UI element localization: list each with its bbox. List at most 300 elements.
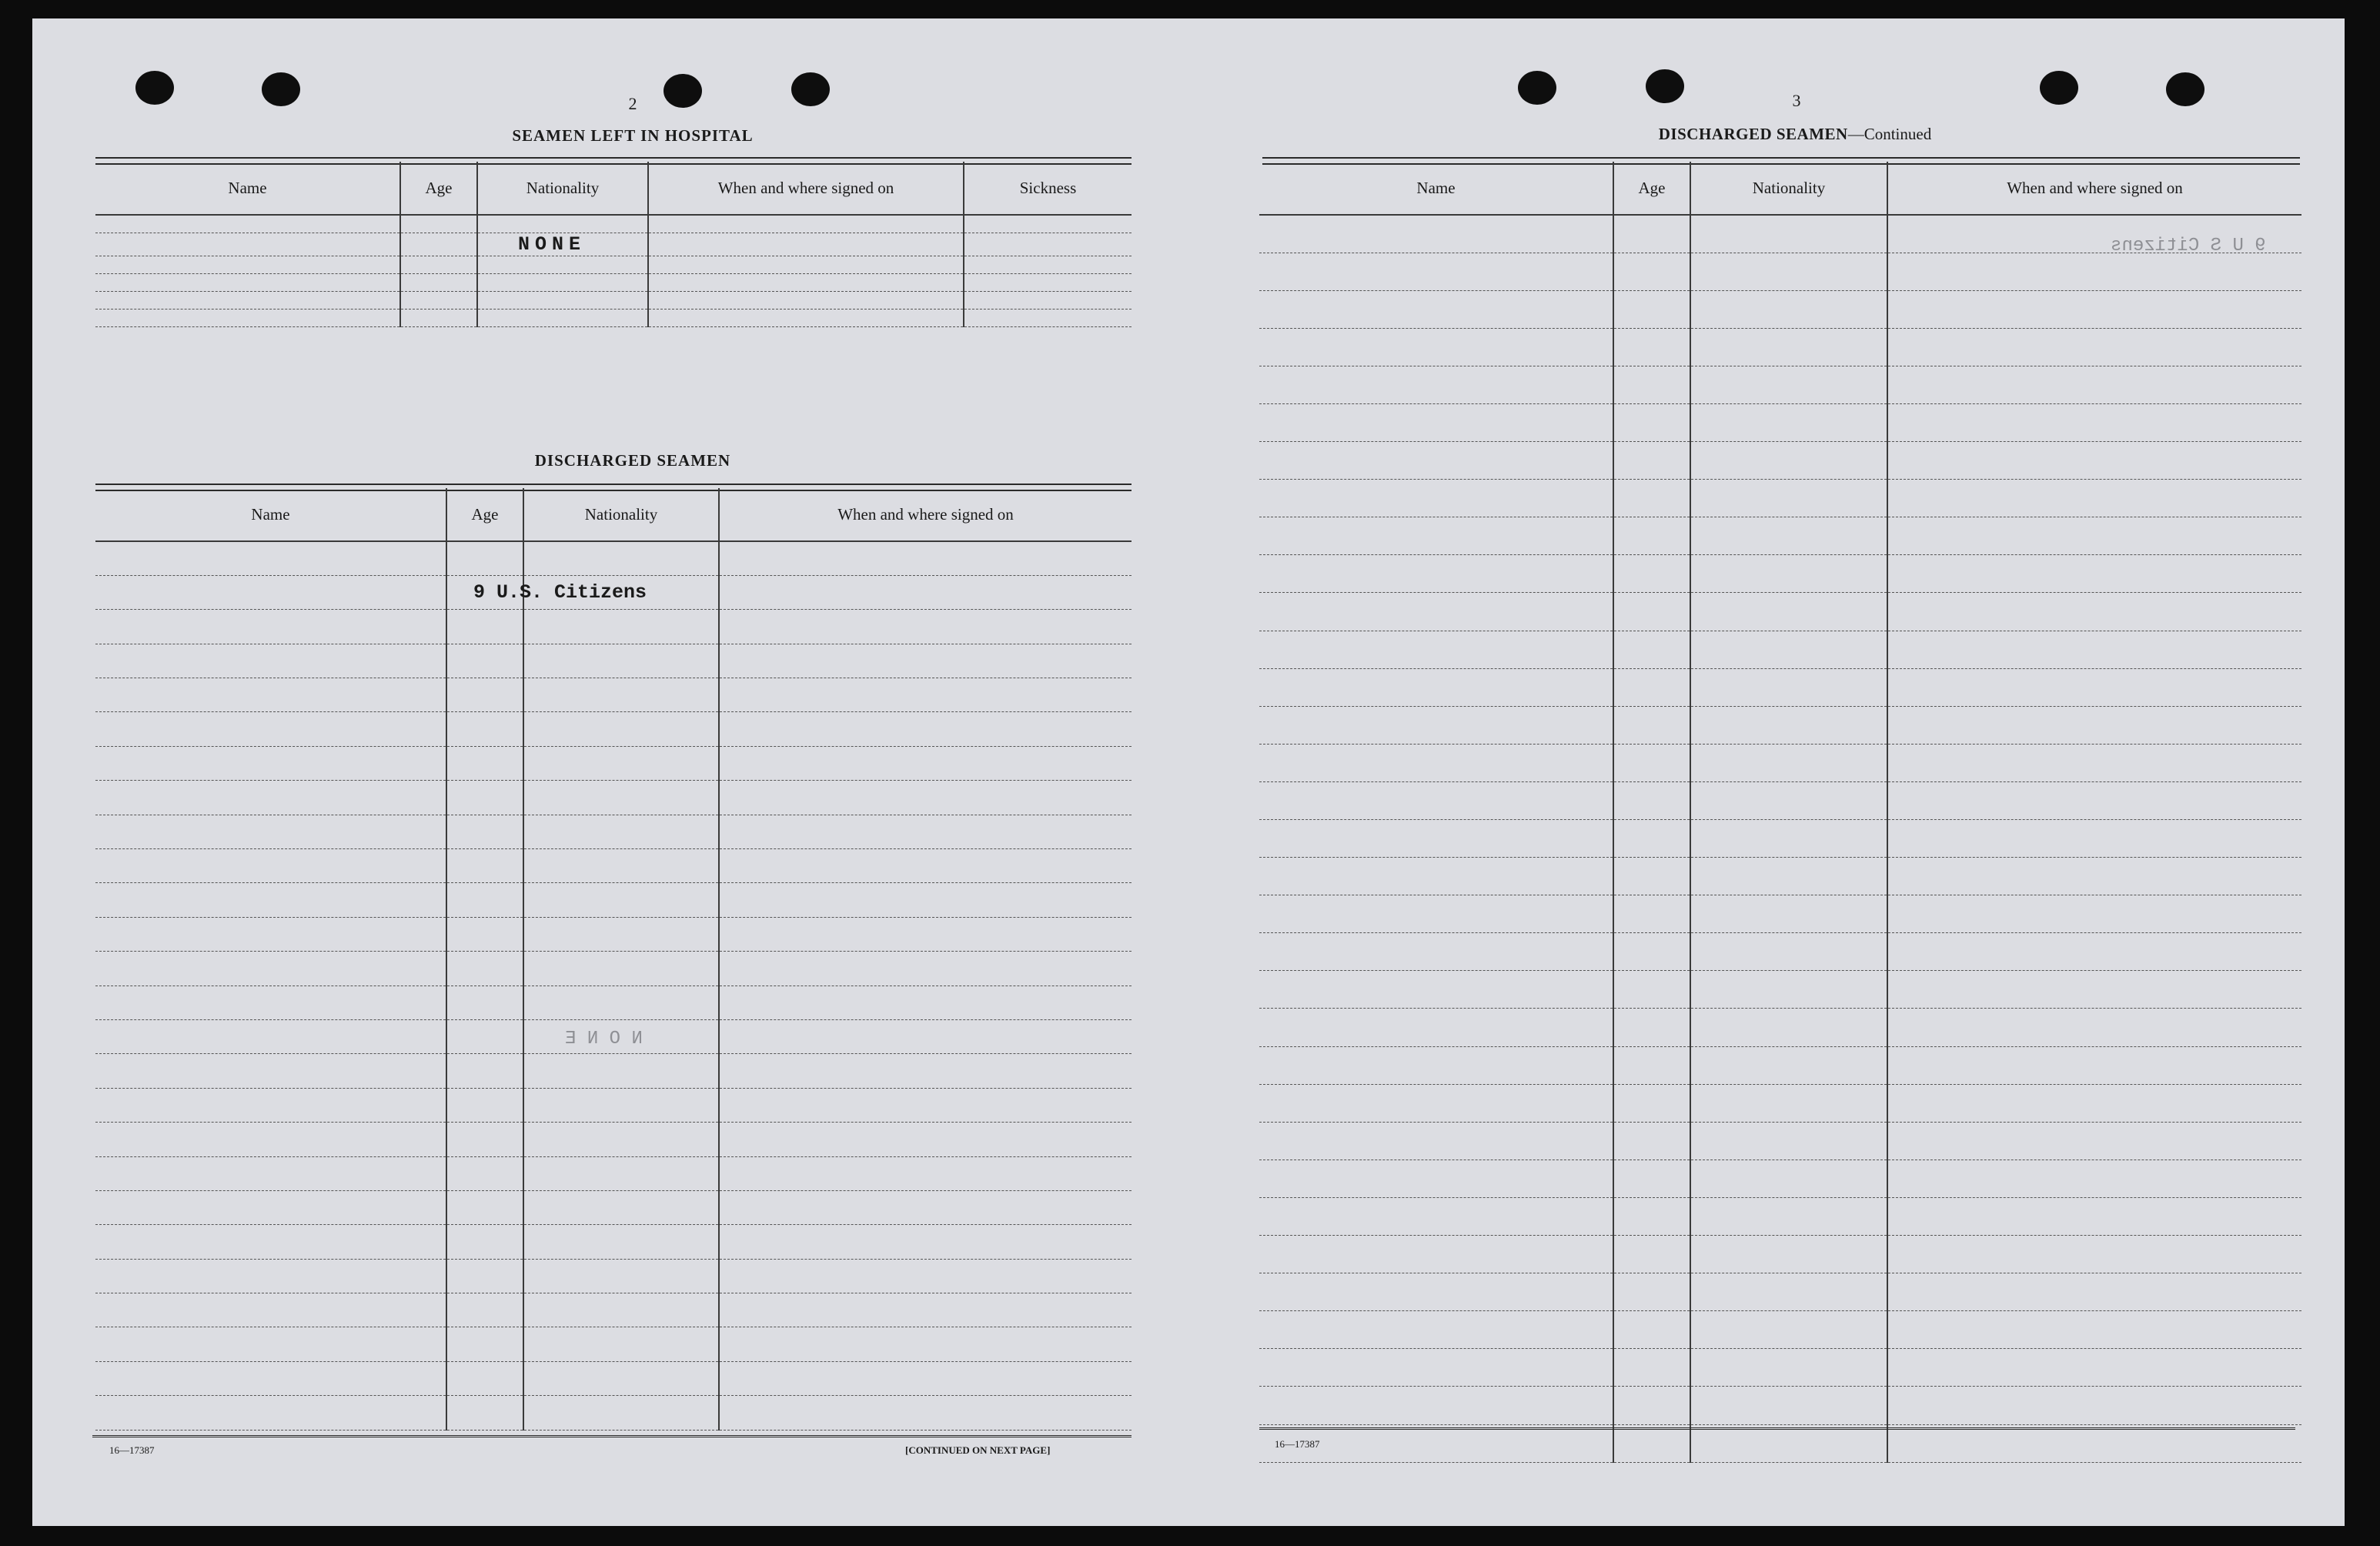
table-cell: [446, 1019, 523, 1053]
table-cell: [1887, 253, 2301, 290]
page-number-right: 3: [1792, 91, 1801, 110]
punch-hole: [1646, 69, 1684, 103]
table-cell: [1887, 1273, 2301, 1311]
table-cell: [719, 746, 1132, 780]
table-row: [95, 1123, 1132, 1156]
table-cell: [95, 917, 446, 951]
table-cell: [523, 746, 719, 780]
table-cell: [523, 952, 719, 985]
col-header-age: Age: [446, 488, 523, 541]
table-cell: [446, 985, 523, 1019]
table-cell: [1690, 555, 1887, 593]
table-cell: [95, 746, 446, 780]
table-cell: [719, 1054, 1132, 1088]
table-row: [95, 1327, 1132, 1361]
table-cell: [446, 1156, 523, 1190]
table-row: [95, 849, 1132, 883]
table-cell: [719, 1019, 1132, 1053]
table-cell: [446, 917, 523, 951]
table-cell: [95, 1190, 446, 1224]
table-row: [95, 541, 1132, 575]
table-cell: [1887, 290, 2301, 328]
table-row: [1259, 971, 2301, 1009]
table-row: [95, 1361, 1132, 1395]
right-bottom-rule: [1259, 1427, 2295, 1430]
table-cell: [719, 781, 1132, 815]
table-cell: [1613, 1387, 1690, 1424]
hospital-table: [95, 162, 1132, 327]
table-row: [95, 309, 1132, 326]
table-cell: [1259, 858, 1613, 895]
table-cell: [1690, 1273, 1887, 1311]
table-cell: [446, 1259, 523, 1293]
table-cell: [1887, 1424, 2301, 1462]
table-cell: [400, 273, 477, 291]
table-row: [1259, 706, 2301, 744]
table-row: [1259, 366, 2301, 403]
table-cell: [1887, 820, 2301, 858]
table-cell: [1613, 442, 1690, 480]
discharged-continued-main: DISCHARGED SEAMEN: [1658, 125, 1848, 143]
table-cell: [1613, 1236, 1690, 1273]
form-number-left: 16—17387: [109, 1444, 155, 1456]
table-cell: [95, 1088, 446, 1122]
table-cell: [95, 256, 400, 273]
bleed-through-text: 9 U S Citizens: [2111, 236, 2266, 256]
table-cell: [1259, 403, 1613, 441]
table-cell: [523, 1396, 719, 1430]
table-cell: [477, 309, 648, 326]
table-cell: [1690, 1349, 1887, 1387]
table-cell: [1690, 631, 1887, 668]
table-cell: [1259, 781, 1613, 819]
table-row: [95, 746, 1132, 780]
table-cell: [719, 1190, 1132, 1224]
table-cell: [719, 610, 1132, 644]
col-header-signed-on: When and where signed on: [1887, 162, 2301, 215]
table-cell: [1887, 1009, 2301, 1046]
table-row: [95, 883, 1132, 917]
continued-note: [CONTINUED ON NEXT PAGE]: [905, 1444, 1051, 1456]
table-cell: [1613, 631, 1690, 668]
table-cell: [523, 1259, 719, 1293]
table-row: [95, 1396, 1132, 1430]
table-cell: [95, 712, 446, 746]
table-cell: [719, 1259, 1132, 1293]
table-cell: [523, 1327, 719, 1361]
table-cell: [1690, 215, 1887, 253]
hospital-entry-none: NONE: [518, 233, 587, 256]
table-cell: [1887, 781, 2301, 819]
table-cell: [1259, 1387, 1613, 1424]
table-cell: [95, 883, 446, 917]
table-row: [1259, 1311, 2301, 1349]
table-cell: [95, 215, 400, 233]
table-cell: [1613, 1046, 1690, 1084]
table-row: [95, 273, 1132, 291]
table-row: [1259, 933, 2301, 971]
table-cell: [446, 1396, 523, 1430]
table-row: [95, 1293, 1132, 1327]
table-cell: [446, 575, 647, 609]
table-cell: [95, 1225, 446, 1259]
table-cell: [95, 541, 446, 575]
hospital-table-header: [95, 162, 1132, 215]
table-cell: [1690, 1236, 1887, 1273]
table-cell: [95, 815, 446, 848]
table-row: [1259, 744, 2301, 781]
table-row: [1259, 1197, 2301, 1235]
table-row: [1259, 517, 2301, 555]
table-cell: [1613, 1311, 1690, 1349]
table-cell: [1613, 366, 1690, 403]
table-row: [1259, 328, 2301, 366]
table-row: [1259, 480, 2301, 517]
discharged-table-left: [95, 488, 1132, 1431]
table-cell: [1259, 517, 1613, 555]
table-cell: [1887, 328, 2301, 366]
table-cell: [95, 678, 446, 712]
hospital-section-title: SEAMEN LEFT IN HOSPITAL: [512, 126, 754, 145]
table-cell: [95, 1259, 446, 1293]
discharged-entry-citizens: 9 U.S. Citizens: [473, 581, 647, 604]
table-row: [95, 610, 1132, 644]
col-header-age: Age: [1613, 162, 1690, 215]
table-cell: [964, 309, 1132, 326]
table-cell: [477, 291, 648, 309]
table-row: [95, 291, 1132, 309]
discharged-table-header: [95, 488, 1132, 541]
table-cell: [719, 1396, 1132, 1430]
table-cell: [477, 233, 648, 256]
table-cell: [719, 1361, 1132, 1395]
table-cell: [523, 883, 719, 917]
table-cell: [95, 849, 446, 883]
table-cell: [1259, 328, 1613, 366]
table-cell: [1259, 631, 1613, 668]
table-cell: [523, 1225, 719, 1259]
table-cell: [523, 1190, 719, 1224]
table-row: [95, 952, 1132, 985]
table-cell: [400, 309, 477, 326]
table-cell: [1259, 290, 1613, 328]
table-cell: [1690, 1424, 1887, 1462]
table-cell: [1613, 668, 1690, 706]
table-cell: [446, 781, 523, 815]
table-cell: [1887, 706, 2301, 744]
table-cell: [1690, 706, 1887, 744]
table-cell: [1690, 858, 1887, 895]
table-cell: [446, 1327, 523, 1361]
table-cell: [1259, 1160, 1613, 1197]
table-cell: [95, 575, 446, 609]
table-cell: [523, 781, 719, 815]
table-cell: [95, 1054, 446, 1088]
table-cell: [648, 215, 964, 233]
table-cell: [1690, 895, 1887, 933]
table-cell: [1613, 1273, 1690, 1311]
table-cell: [446, 883, 523, 917]
table-cell: [719, 985, 1132, 1019]
col-header-nationality: Nationality: [477, 162, 648, 215]
col-header-nationality: Nationality: [1690, 162, 1887, 215]
table-row: [1259, 1122, 2301, 1160]
table-cell: [1887, 744, 2301, 781]
table-cell: [719, 1293, 1132, 1327]
punch-hole: [791, 72, 830, 106]
table-cell: [400, 291, 477, 309]
table-cell: [523, 541, 719, 575]
table-cell: [1613, 933, 1690, 971]
col-header-sickness: Sickness: [964, 162, 1132, 215]
table-cell: [648, 309, 964, 326]
table-row: [95, 644, 1132, 678]
table-cell: [1259, 1009, 1613, 1046]
table-cell: [1887, 1349, 2301, 1387]
document-sheet: [32, 18, 2345, 1526]
table-cell: [523, 1088, 719, 1122]
table-cell: [446, 644, 523, 678]
table-cell: [95, 1019, 446, 1053]
table-cell: [1690, 517, 1887, 555]
table-row: [95, 712, 1132, 746]
table-cell: [400, 215, 477, 233]
table-cell: [1887, 1197, 2301, 1235]
table-cell: [523, 1123, 719, 1156]
table-cell: [1613, 744, 1690, 781]
table-cell: [719, 1088, 1132, 1122]
table-row: [1259, 1424, 2301, 1462]
discharged-continued-header: [1259, 162, 2301, 215]
table-cell: [1613, 328, 1690, 366]
table-row: [1259, 403, 2301, 441]
table-row: [1259, 1349, 2301, 1387]
table-cell: [1887, 1160, 2301, 1197]
table-cell: [523, 1361, 719, 1395]
col-header-signed-on: When and where signed on: [648, 162, 964, 215]
table-cell: [95, 952, 446, 985]
col-header-nationality: Nationality: [523, 488, 719, 541]
table-row: [95, 1259, 1132, 1293]
table-cell: [1887, 631, 2301, 668]
table-cell: [446, 1054, 523, 1088]
table-row: [1259, 1273, 2301, 1311]
punch-hole: [2166, 72, 2205, 106]
table-cell: [95, 233, 400, 256]
table-cell: [1259, 668, 1613, 706]
table-row: [1259, 555, 2301, 593]
table-cell: [1887, 971, 2301, 1009]
table-row: [1259, 1046, 2301, 1084]
table-cell: [1259, 253, 1613, 290]
table-cell: [719, 917, 1132, 951]
table-cell: [1259, 1311, 1613, 1349]
table-cell: [446, 1361, 523, 1395]
table-cell: [1259, 215, 1613, 253]
table-cell: [446, 815, 523, 848]
discharged-table-right: [1259, 162, 2301, 1463]
table-row: [1259, 1236, 2301, 1273]
table-cell: [1259, 1046, 1613, 1084]
table-row: [1259, 1387, 2301, 1424]
table-cell: [446, 541, 523, 575]
table-cell: [719, 815, 1132, 848]
table-cell: [1613, 858, 1690, 895]
table-cell: [1613, 555, 1690, 593]
table-cell: [719, 712, 1132, 746]
table-cell: [523, 1293, 719, 1327]
table-cell: [1690, 1387, 1887, 1424]
table-cell: [1259, 1197, 1613, 1235]
table-cell: [1613, 517, 1690, 555]
table-cell: [400, 233, 477, 256]
bleed-through-text: N O N E: [565, 1029, 643, 1049]
table-row: [95, 1225, 1132, 1259]
table-cell: [400, 256, 477, 273]
table-cell: [95, 985, 446, 1019]
table-cell: [719, 952, 1132, 985]
table-cell: [523, 985, 719, 1019]
table-cell: [95, 1396, 446, 1430]
table-cell: [1613, 593, 1690, 631]
table-cell: [95, 1327, 446, 1361]
table-cell: [1259, 971, 1613, 1009]
table-cell: [964, 233, 1132, 256]
continued-suffix: —Continued: [1847, 125, 1932, 143]
table-cell: [1259, 820, 1613, 858]
table-cell: [1690, 1084, 1887, 1122]
table-row: [1259, 858, 2301, 895]
punch-hole: [135, 71, 174, 105]
table-row: [95, 1088, 1132, 1122]
table-cell: [95, 610, 446, 644]
table-cell: [719, 644, 1132, 678]
discharged-continued-title: [1541, 125, 2049, 144]
table-cell: [1690, 971, 1887, 1009]
table-cell: [1887, 1046, 2301, 1084]
table-row: [95, 1054, 1132, 1088]
table-row: [95, 917, 1132, 951]
table-row: [95, 575, 1132, 609]
table-cell: [1887, 895, 2301, 933]
table-cell: [1259, 442, 1613, 480]
col-header-signed-on: When and where signed on: [719, 488, 1132, 541]
punch-hole: [262, 72, 300, 106]
table-row: [1259, 290, 2301, 328]
table-cell: [446, 712, 523, 746]
table-row: [1259, 1009, 2301, 1046]
table-cell: [446, 849, 523, 883]
table-cell: [446, 952, 523, 985]
table-cell: [523, 678, 719, 712]
punch-hole: [2040, 71, 2078, 105]
table-cell: [1613, 781, 1690, 819]
table-cell: [1690, 366, 1887, 403]
table-cell: [477, 273, 648, 291]
table-cell: [719, 1327, 1132, 1361]
table-cell: [1690, 593, 1887, 631]
col-header-name: Name: [95, 488, 446, 541]
col-header-name: Name: [95, 162, 400, 215]
table-row: [1259, 895, 2301, 933]
table-cell: [523, 1054, 719, 1088]
table-cell: [719, 678, 1132, 712]
table-cell: [1690, 1009, 1887, 1046]
table-cell: [1690, 820, 1887, 858]
table-cell: [95, 1361, 446, 1395]
table-cell: [1259, 1273, 1613, 1311]
table-cell: [648, 273, 964, 291]
table-cell: [964, 215, 1132, 233]
table-row: [1259, 1084, 2301, 1122]
table-row: [95, 815, 1132, 848]
table-cell: [95, 291, 400, 309]
table-cell: [648, 256, 964, 273]
table-cell: [1259, 1349, 1613, 1387]
table-cell: [523, 917, 719, 951]
table-cell: [1259, 1084, 1613, 1122]
table-cell: [1690, 668, 1887, 706]
table-cell: [719, 575, 1132, 609]
table-cell: [1690, 328, 1887, 366]
table-cell: [95, 781, 446, 815]
table-cell: [1613, 706, 1690, 744]
table-cell: [523, 815, 719, 848]
table-cell: [1259, 366, 1613, 403]
table-cell: [1690, 253, 1887, 290]
table-cell: [1259, 706, 1613, 744]
col-header-age: Age: [400, 162, 477, 215]
table-cell: [1887, 366, 2301, 403]
table-cell: [1887, 555, 2301, 593]
table-row: [95, 781, 1132, 815]
table-cell: [1887, 593, 2301, 631]
table-row: [95, 256, 1132, 273]
table-cell: [719, 883, 1132, 917]
table-cell: [1259, 744, 1613, 781]
table-cell: [477, 256, 648, 273]
table-cell: [446, 1190, 523, 1224]
table-cell: [1613, 1197, 1690, 1235]
table-cell: [719, 541, 1132, 575]
table-cell: [446, 1123, 523, 1156]
punch-hole: [1518, 71, 1556, 105]
table-cell: [1613, 895, 1690, 933]
table-cell: [1690, 744, 1887, 781]
table-row: [95, 985, 1132, 1019]
table-cell: [523, 1156, 719, 1190]
table-cell: [1887, 1387, 2301, 1424]
table-row: [1259, 820, 2301, 858]
table-row: [95, 1190, 1132, 1224]
table-row: [1259, 781, 2301, 819]
table-cell: [1690, 403, 1887, 441]
table-row: [1259, 1160, 2301, 1197]
table-cell: [1259, 480, 1613, 517]
table-cell: [446, 1225, 523, 1259]
table-row: [95, 1156, 1132, 1190]
table-row: [1259, 631, 2301, 668]
table-cell: [1613, 215, 1690, 253]
table-cell: [1887, 1311, 2301, 1349]
table-cell: [95, 273, 400, 291]
table-cell: [1690, 1046, 1887, 1084]
table-cell: [1613, 1009, 1690, 1046]
table-cell: [1690, 1160, 1887, 1197]
table-cell: [1613, 253, 1690, 290]
table-cell: [1259, 555, 1613, 593]
discharged-section-title: DISCHARGED SEAMEN: [534, 451, 731, 470]
